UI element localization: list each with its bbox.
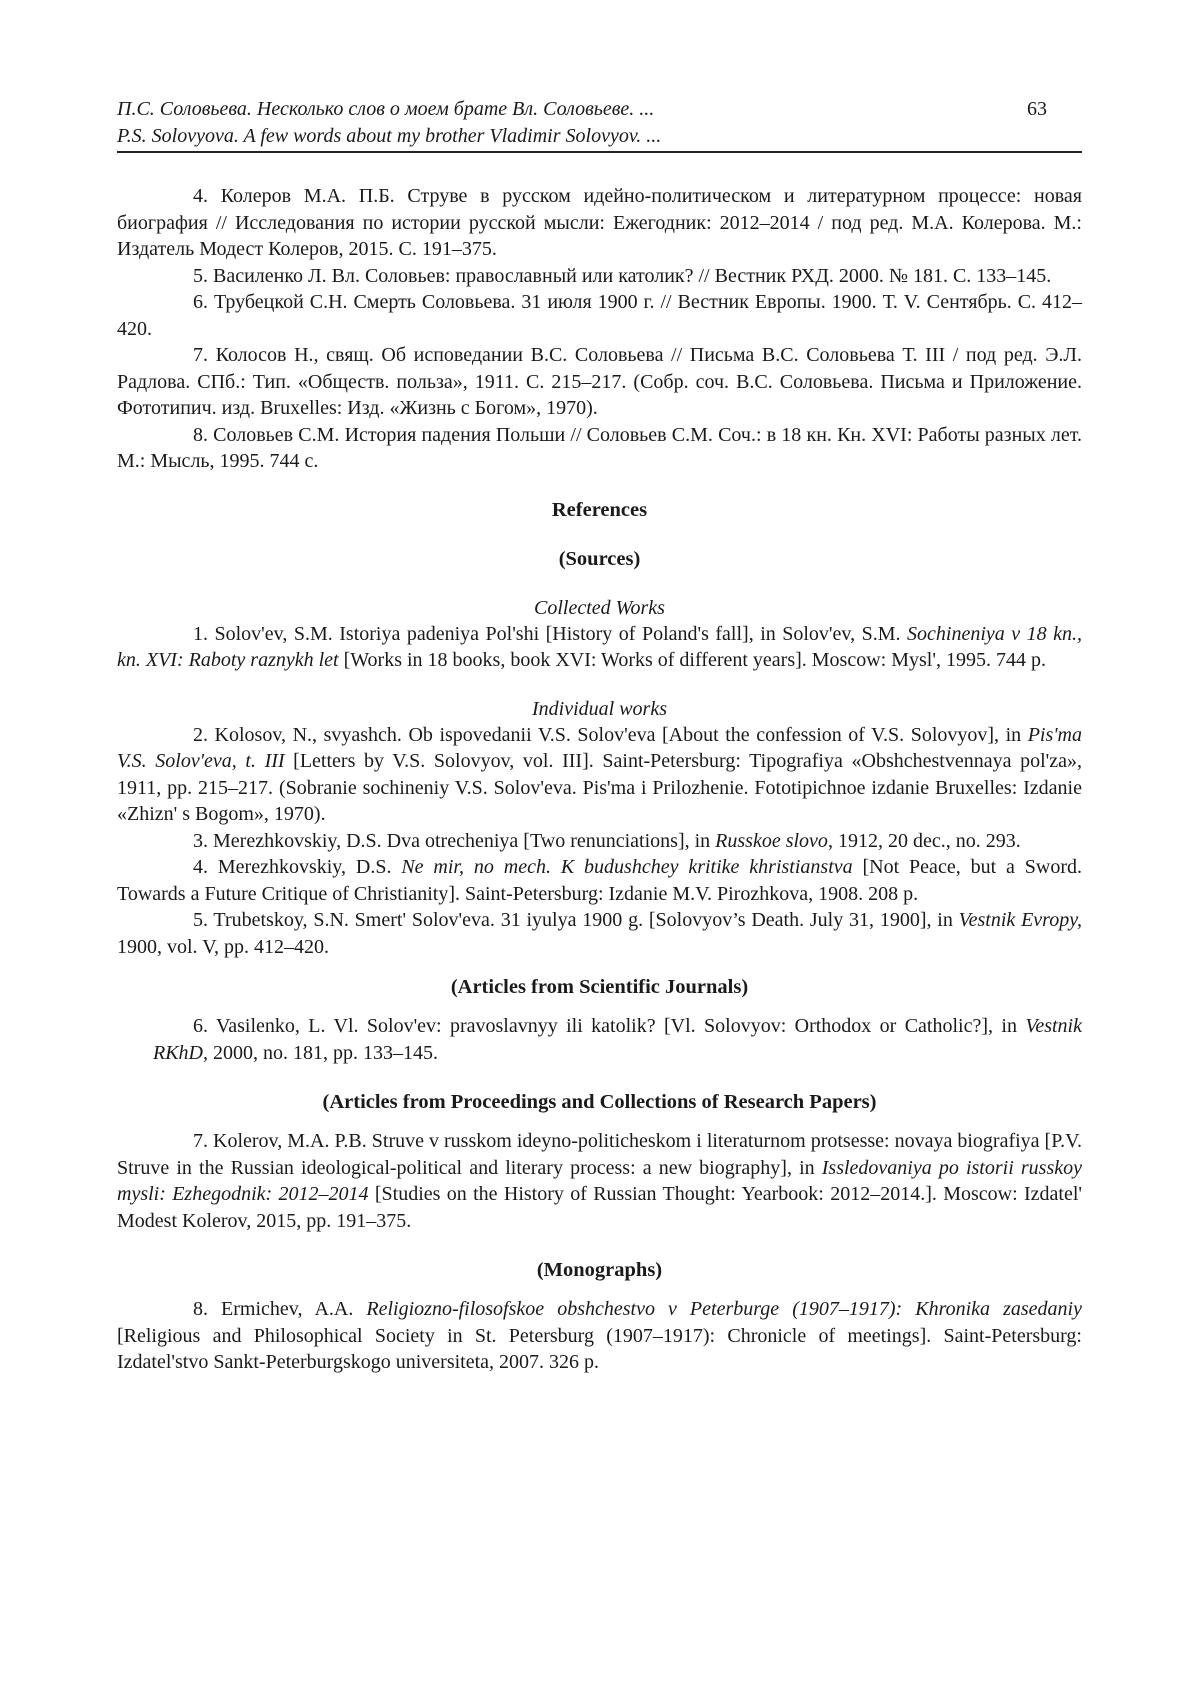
ref-en-2: 2. Kolosov, N., svyashch. Ob ispovedanii V.S. Solov'eva [About the confession of V.S. Solovyov], in Pis'ma V.S. Solov'eva, t. III [Letters by V.S. Solovyov, vol. III]. Saint-Petersburg: Tipografiya «Obshchestvennaya pol'za», 1911, pp. 215–217. (Sobranie sochineniy V.S. Solov'eva. Pis'ma i Prilozhenie. Fototipichnoe izdanie Bruxelles: Izdanie «Zhizn' s Bogom», 1970). [117,723,1082,825]
journal-articles-heading: (Articles from Scientific Journals) [450,976,749,998]
ref-en-7: 7. Kolerov, M.A. P.B. Struve v russkom ideyno-politicheskom i literaturnom protsesse: novaya biografiya [P.V. Struve in the Russian ideological-political and literary process: a new biography], in Issledovaniya po istorii russkoy mysli: Ezhegodnik: 2012–2014 [Studies on the History of Russian Thought: Yearbook: 2012–2014.]. Moscow: Izdatel' Modest Kolerov, 2015, pp. 191–375. [117,1130,1082,1232]
page [117,96,1082,1376]
ref-ru-4: 4. Колеров М.А. П.Б. Струве в русском идейно-политическом и литературном процессе: новая биография // Исследования по истории русской мысли: Ежегодник: 2012–2014 / под ред. М.А. Колерова. М.: Издатель Модест Колеров, 2015. С. 191–375. [117,185,1082,260]
ref-en-3: 3. Merezhkovskiy, D.S. Dva otrecheniya [Two renunciations], in Russkoe slovo, 1912, 20 dec., no. 293. [193,829,1021,852]
running-header [117,96,1082,153]
reference-list [117,183,1082,1376]
monographs-heading: (Monographs) [536,1259,663,1281]
ref-ru-6: 6. Трубецкой С.Н. Смерть Соловьева. 31 июля 1900 г. // Вестник Европы. 1900. Т. V. Сентябрь. С. 412–420. [117,291,1082,340]
sources-heading: (Sources) [558,547,641,570]
collected-works-heading: Collected Works [534,596,665,619]
ref-ru-5: 5. Василенко Л. Вл. Соловьев: православный или католик? // Вестник РХД. 2000. № 181. С. 133–145. [193,264,1052,287]
ref-ru-8: 8. Соловьев С.М. История падения Польши // Соловьев С.М. Соч.: в 18 кн. Кн. XVI: Работы разных лет. М.: Мысль, 1995. 744 с. [117,423,1082,472]
ref-en-1: 1. Solov'ev, S.M. Istoriya padeniya Pol'shi [History of Poland's fall], in Solov'ev, S.M. Sochineniya v 18 kn., kn. XVI: Raboty raznykh let [Works in 18 books, book XVI: Works of different years]. Moscow: Mysl', 1995. 744 p. [117,622,1082,671]
ref-en-4: 4. Merezhkovskiy, D.S. Ne mir, no mech. K budushchey kritike khristianstva [Not Peace, but a Sword. Towards a Future Critique of Christianity]. Saint-Petersburg: Izdanie M.V. Pirozhkova, 1908. 208 p. [117,856,1082,905]
header-title-en: P.S. Solovyova. A few words about my brother Vladimir Solovyov. ... [117,125,662,147]
individual-works-heading: Individual works [532,697,667,720]
proceedings-heading: (Articles from Proceedings and Collections of Research Papers) [322,1091,877,1113]
ref-en-5: 5. Trubetskoy, S.N. Smert' Solov'eva. 31 iyulya 1900 g. [Solovyov’s Death. July 31, 1900], in Vestnik Evropy, 1900, vol. V, pp. 412–420. [117,909,1082,958]
ref-en-8: 8. Ermichev, A.A. Religiozno-filosofskoe obshchestvo v Peterburge (1907–1917): Khronika zasedaniy [Religious and Philosophical Society in St. Petersburg (1907–1917): Chronicle of meetings]. Saint-Petersburg: Izdatel'stvo Sankt-Peterburgskogo universiteta, 2007. 326 p. [117,1298,1082,1373]
page-number: 63 [1027,98,1047,120]
references-heading: References [551,498,648,521]
header-title-ru: П.С. Соловьева. Несколько слов о моем брате Вл. Соловьеве. ... [117,98,655,120]
ref-en-6: 6. Vasilenko, L. Vl. Solov'ev: pravoslavnyy ili katolik? [Vl. Solovyov: Orthodox or Catholic?], in Vestnik RKhD, 2000, no. 181, pp. 133–145. [153,1015,1082,1064]
ref-ru-7: 7. Колосов Н., свящ. Об исповедании В.С. Соловьева // Письма В.С. Соловьева Т. III / под ред. Э.Л. Радлова. СПб.: Тип. «Обществ. польза», 1911. С. 215–217. (Собр. соч. В.С. Соловьева. Письма и Приложение. Фототипич. изд. Bruxelles: Изд. «Жизнь с Богом», 1970). [117,344,1082,419]
